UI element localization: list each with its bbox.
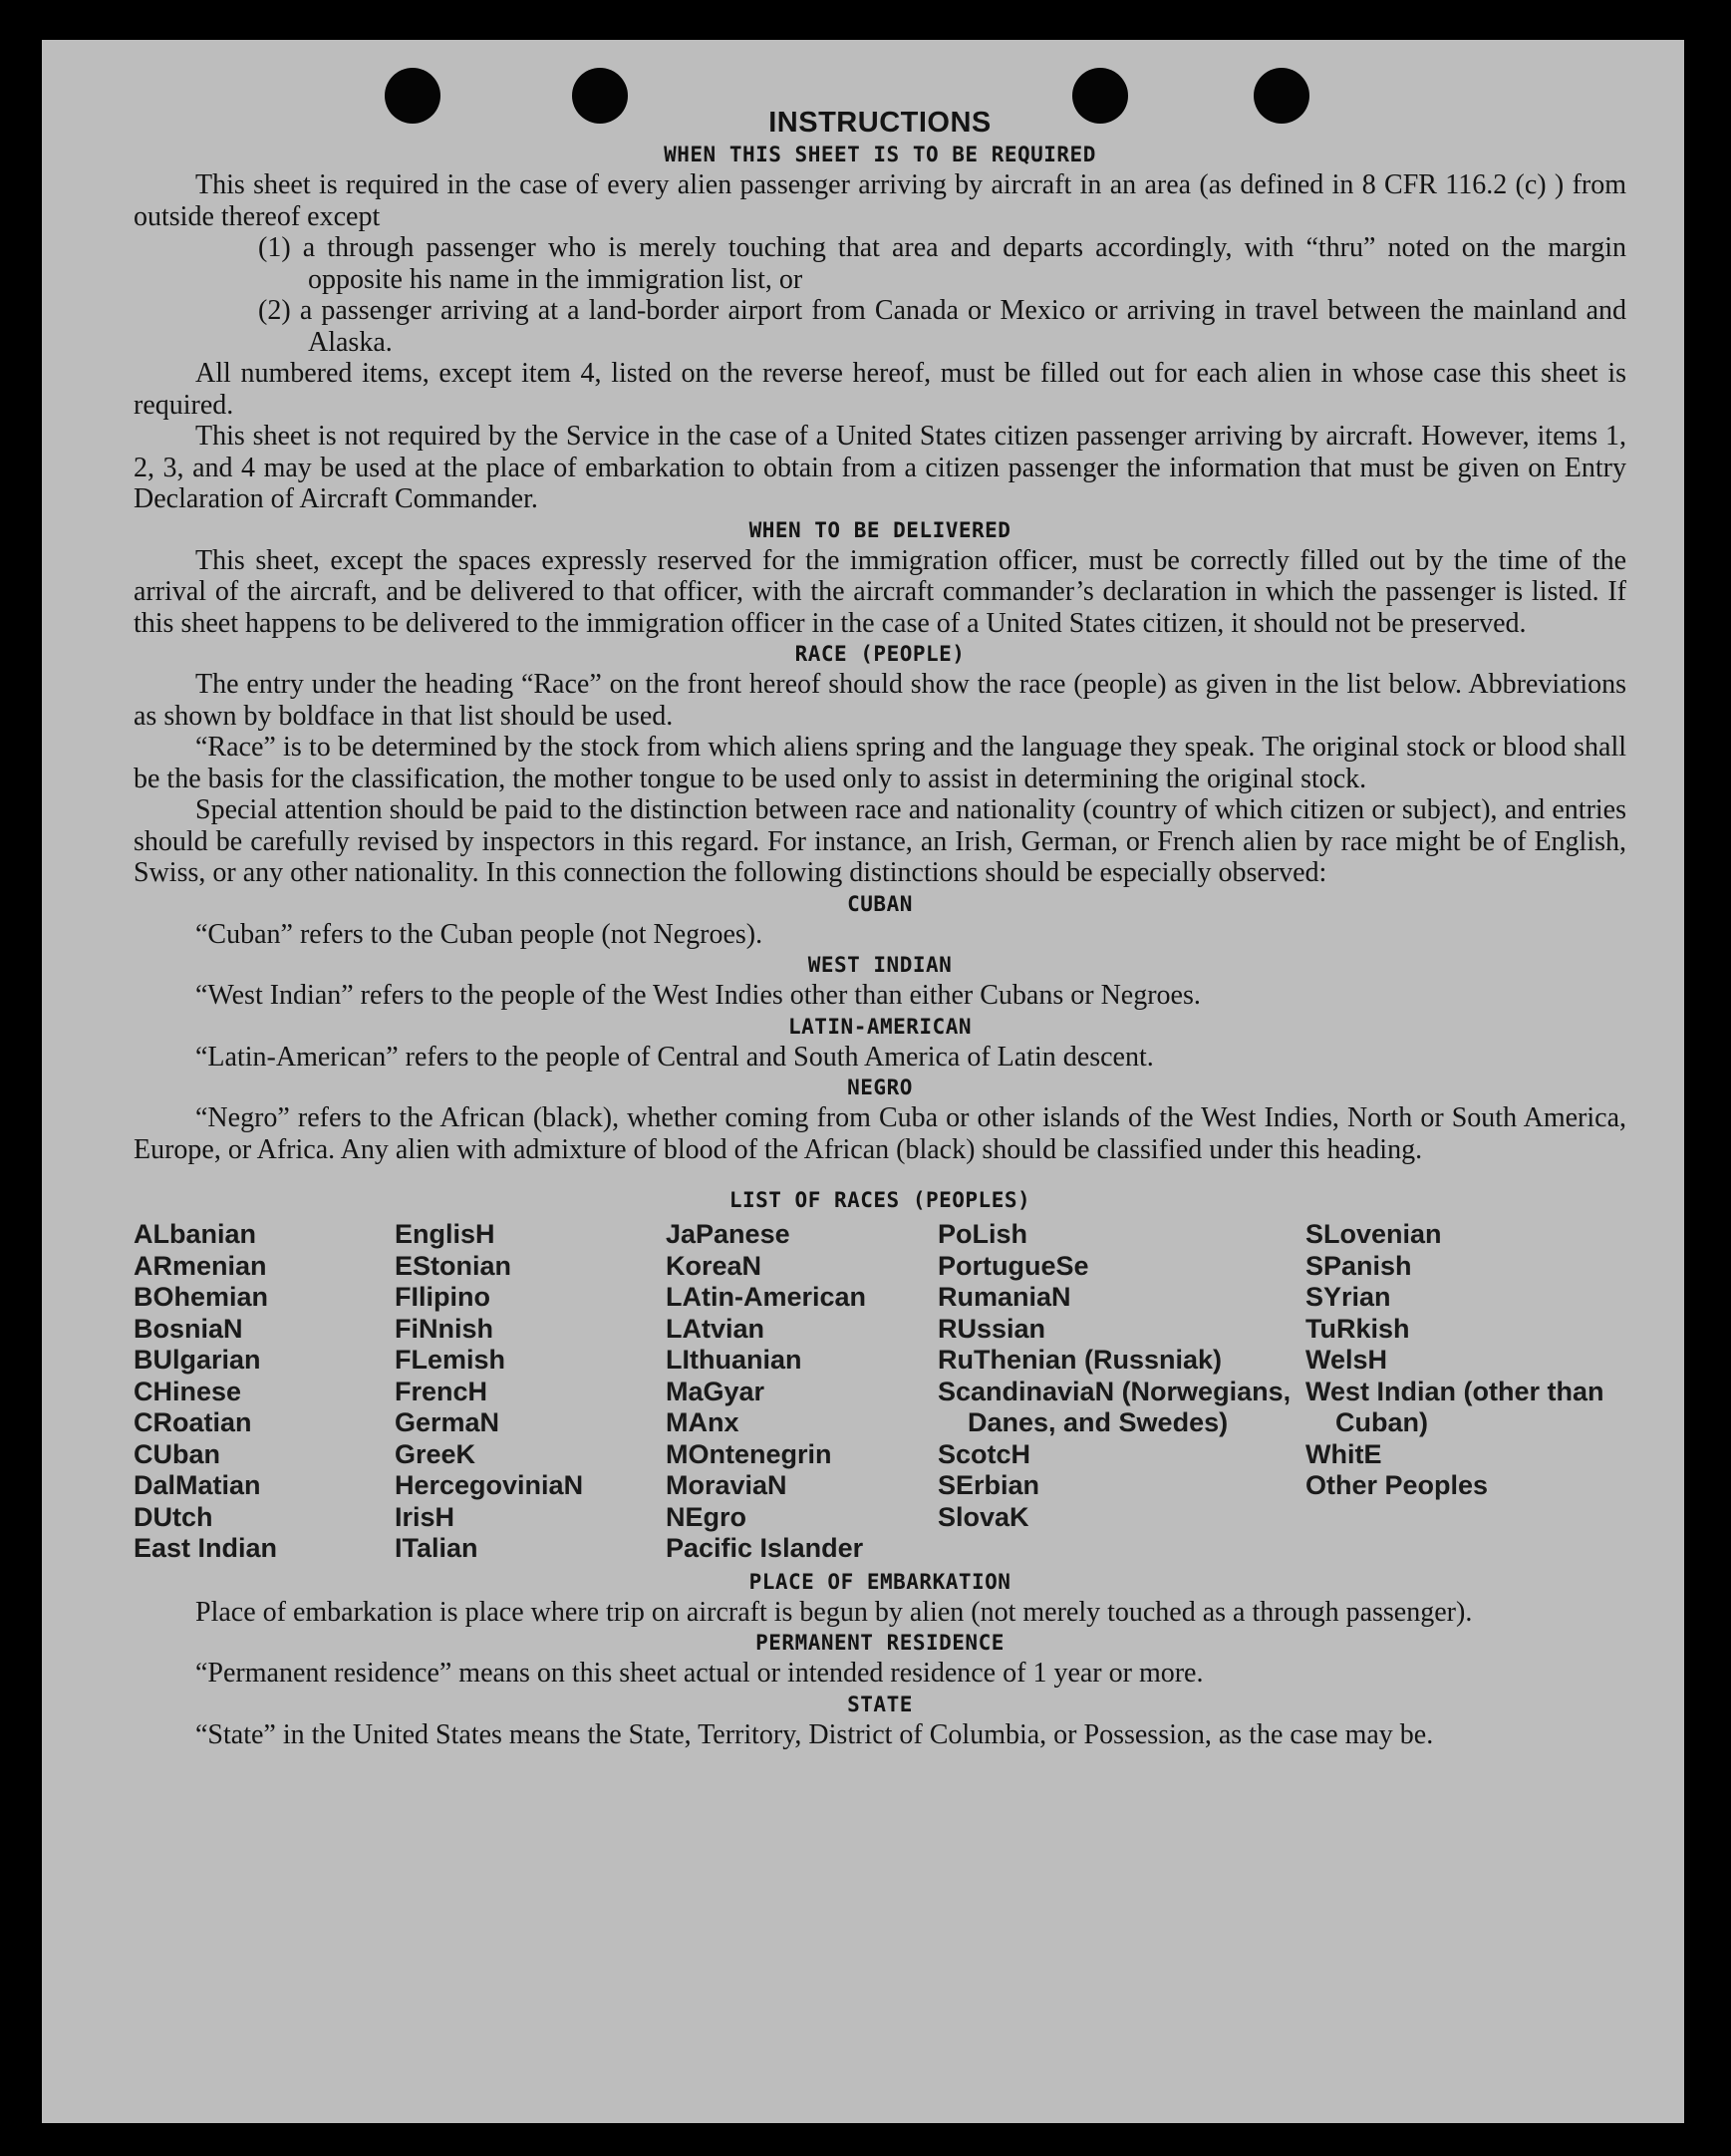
heading-cuban: CUBAN: [847, 891, 913, 916]
race-item: EnglisH: [395, 1219, 495, 1249]
race-item: SlovaK: [938, 1501, 1029, 1532]
race-list: [134, 1219, 1626, 1565]
race-item: MaGyar: [666, 1376, 765, 1406]
race-item: LAtin-American: [666, 1282, 867, 1312]
paragraph: This sheet, except the spaces expressly reserved for the immigration officer, must be correctly filled out by the time of the arrival of the aircraft, and be delivered to that officer, with the aircraft commander’s declaration in which the passenger is listed. If this sheet happens to be delivered to the immigration officer in the case of a United States citizen, it should not be preserved.: [134, 544, 1626, 639]
heading-negro: NEGRO: [847, 1076, 913, 1099]
race-item: RumaniaN: [938, 1282, 1071, 1312]
race-item: ARmenian: [134, 1250, 267, 1281]
race-column: [938, 1219, 1305, 1565]
exception-item-2: (2) a passenger arriving at a land-border airport from Canada or Mexico or arriving in travel between the mainland and Alaska.: [258, 295, 1626, 358]
paragraph: “West Indian” refers to the people of the West Indies other than either Cubans or Negroes.: [195, 980, 1201, 1011]
race-item: PoLish: [938, 1219, 1028, 1249]
race-item: PortugueSe: [938, 1250, 1089, 1281]
paragraph: “Race” is to be determined by the stock from which aliens spring and the language they speak. The original stock or blood shall be the basis for the classification, the mother tongue to be used only to assist in determining the original stock.: [134, 732, 1626, 794]
race-item: IrisH: [395, 1501, 455, 1532]
race-item: BosniaN: [134, 1313, 243, 1344]
race-item: WhitE: [1305, 1438, 1382, 1469]
race-item: ScotcH: [938, 1438, 1031, 1469]
race-item: LAtvian: [666, 1313, 765, 1344]
heading-list-of-races: LIST OF RACES (PEOPLES): [728, 1188, 1031, 1212]
paragraph: All numbered items, except item 4, listed on the reverse hereof, must be filled out for each alien in whose case this sheet is required.: [134, 358, 1626, 421]
race-item: BOhemian: [134, 1282, 269, 1312]
paragraph: This sheet is not required by the Service in the case of a United States citizen passenger arriving by aircraft. However, items 1, 2, 3, and 4 may be used at the place of embarkation to obtain from a citizen passenger the information that must be given on Entry Declaration of Aircraft Commander.: [134, 421, 1626, 514]
paragraph: The entry under the heading “Race” on the front hereof should show the race (people) as given in the list below. Abbreviations as shown by boldface in that list should be used.: [134, 669, 1626, 732]
race-column: [134, 1219, 395, 1565]
race-item: CHinese: [134, 1376, 242, 1406]
race-item: NEgro: [666, 1501, 746, 1532]
heading-latin-american: LATIN-AMERICAN: [787, 1014, 972, 1039]
page-title: INSTRUCTIONS: [768, 107, 992, 139]
race-column: [666, 1219, 938, 1565]
race-item: West Indian (other than Cuban): [1305, 1376, 1604, 1437]
paragraph: “Negro” refers to the African (black), whether coming from Cuba or other islands of the West Indies, North or South America, Europe, or Africa. Any alien with admixture of blood of the African (black) should be classified under this heading.: [134, 1102, 1626, 1165]
race-item: SYrian: [1305, 1282, 1391, 1312]
race-item: GreeK: [395, 1438, 476, 1469]
race-item: ITalian: [395, 1533, 478, 1563]
race-column: [395, 1219, 666, 1565]
paragraph: This sheet is required in the case of every alien passenger arriving by aircraft in an area (as defined in 8 CFR 116.2 (c) ) from outside thereof except: [134, 169, 1626, 232]
race-item: CRoatian: [134, 1407, 252, 1437]
race-item: ScandinaviaN (Norwegians, Danes, and Swedes): [938, 1376, 1292, 1437]
paragraph: “Permanent residence” means on this sheet actual or intended residence of 1 year or more.: [195, 1658, 1204, 1689]
heading-race: RACE (PEOPLE): [794, 642, 966, 666]
race-item: SErbian: [938, 1470, 1040, 1500]
paragraph: Place of embarkation is place where trip on aircraft is begun by alien (not merely touched as a through passenger).: [195, 1596, 1473, 1628]
race-item: RUssian: [938, 1313, 1046, 1344]
race-item: FrencH: [395, 1376, 488, 1406]
race-column: [1305, 1219, 1604, 1565]
race-item: MoraviaN: [666, 1470, 787, 1500]
paragraph: “Cuban” refers to the Cuban people (not Negroes).: [195, 918, 763, 950]
race-item: Pacific Islander: [666, 1533, 864, 1563]
race-item: KoreaN: [666, 1250, 762, 1281]
race-item: Other Peoples: [1305, 1470, 1489, 1500]
race-item: GermaN: [395, 1407, 500, 1437]
race-item: CUban: [134, 1438, 220, 1469]
exception-item-1: (1) a through passenger who is merely touching that area and departs accordingly, with “thru” noted on the margin opposite his name in the immigration list, or: [258, 232, 1626, 295]
race-item: MOntenegrin: [666, 1438, 832, 1469]
race-item: DalMatian: [134, 1470, 261, 1500]
race-item: SLovenian: [1305, 1219, 1442, 1249]
heading-when-delivered: WHEN TO BE DELIVERED: [748, 517, 1011, 542]
paragraph: “State” in the United States means the State, Territory, District of Columbia, or Possession, as the case may be.: [195, 1718, 1434, 1750]
race-item: BUlgarian: [134, 1345, 261, 1375]
heading-when-required: WHEN THIS SHEET IS TO BE REQUIRED: [664, 143, 1096, 166]
document-page: [42, 40, 1684, 2123]
paragraph: Special attention should be paid to the distinction between race and nationality (country of which citizen or subject), and entries should be carefully revised by inspectors in this regard. For instance, an Irish, German, or French alien by race might be of English, Swiss, or any other nationality. In this connection the following distinctions should be especially observed:: [134, 794, 1626, 888]
race-item: FIlipino: [395, 1282, 490, 1312]
race-item: EStonian: [395, 1250, 512, 1281]
race-item: JaPanese: [666, 1219, 790, 1249]
heading-permanent-residence: PERMANENT RESIDENCE: [755, 1631, 1005, 1655]
race-item: TuRkish: [1305, 1313, 1410, 1344]
race-item: HercegoviniaN: [395, 1470, 584, 1500]
heading-place-of-embarkation: PLACE OF EMBARKATION: [748, 1569, 1011, 1594]
heading-west-indian: WEST INDIAN: [807, 953, 953, 977]
race-item: East Indian: [134, 1533, 278, 1563]
race-item: LIthuanian: [666, 1345, 802, 1375]
instructions-body: [134, 106, 1626, 1750]
race-item: FiNnish: [395, 1313, 493, 1344]
race-item: SPanish: [1305, 1250, 1412, 1281]
race-item: RuThenian (Russniak): [938, 1345, 1223, 1375]
paragraph: “Latin-American” refers to the people of Central and South America of Latin descent.: [195, 1041, 1154, 1073]
race-item: MAnx: [666, 1407, 739, 1437]
race-item: DUtch: [134, 1501, 213, 1532]
race-item: WelsH: [1305, 1345, 1388, 1375]
race-item: ALbanian: [134, 1219, 257, 1249]
race-item: FLemish: [395, 1345, 506, 1375]
heading-state: STATE: [847, 1692, 913, 1716]
